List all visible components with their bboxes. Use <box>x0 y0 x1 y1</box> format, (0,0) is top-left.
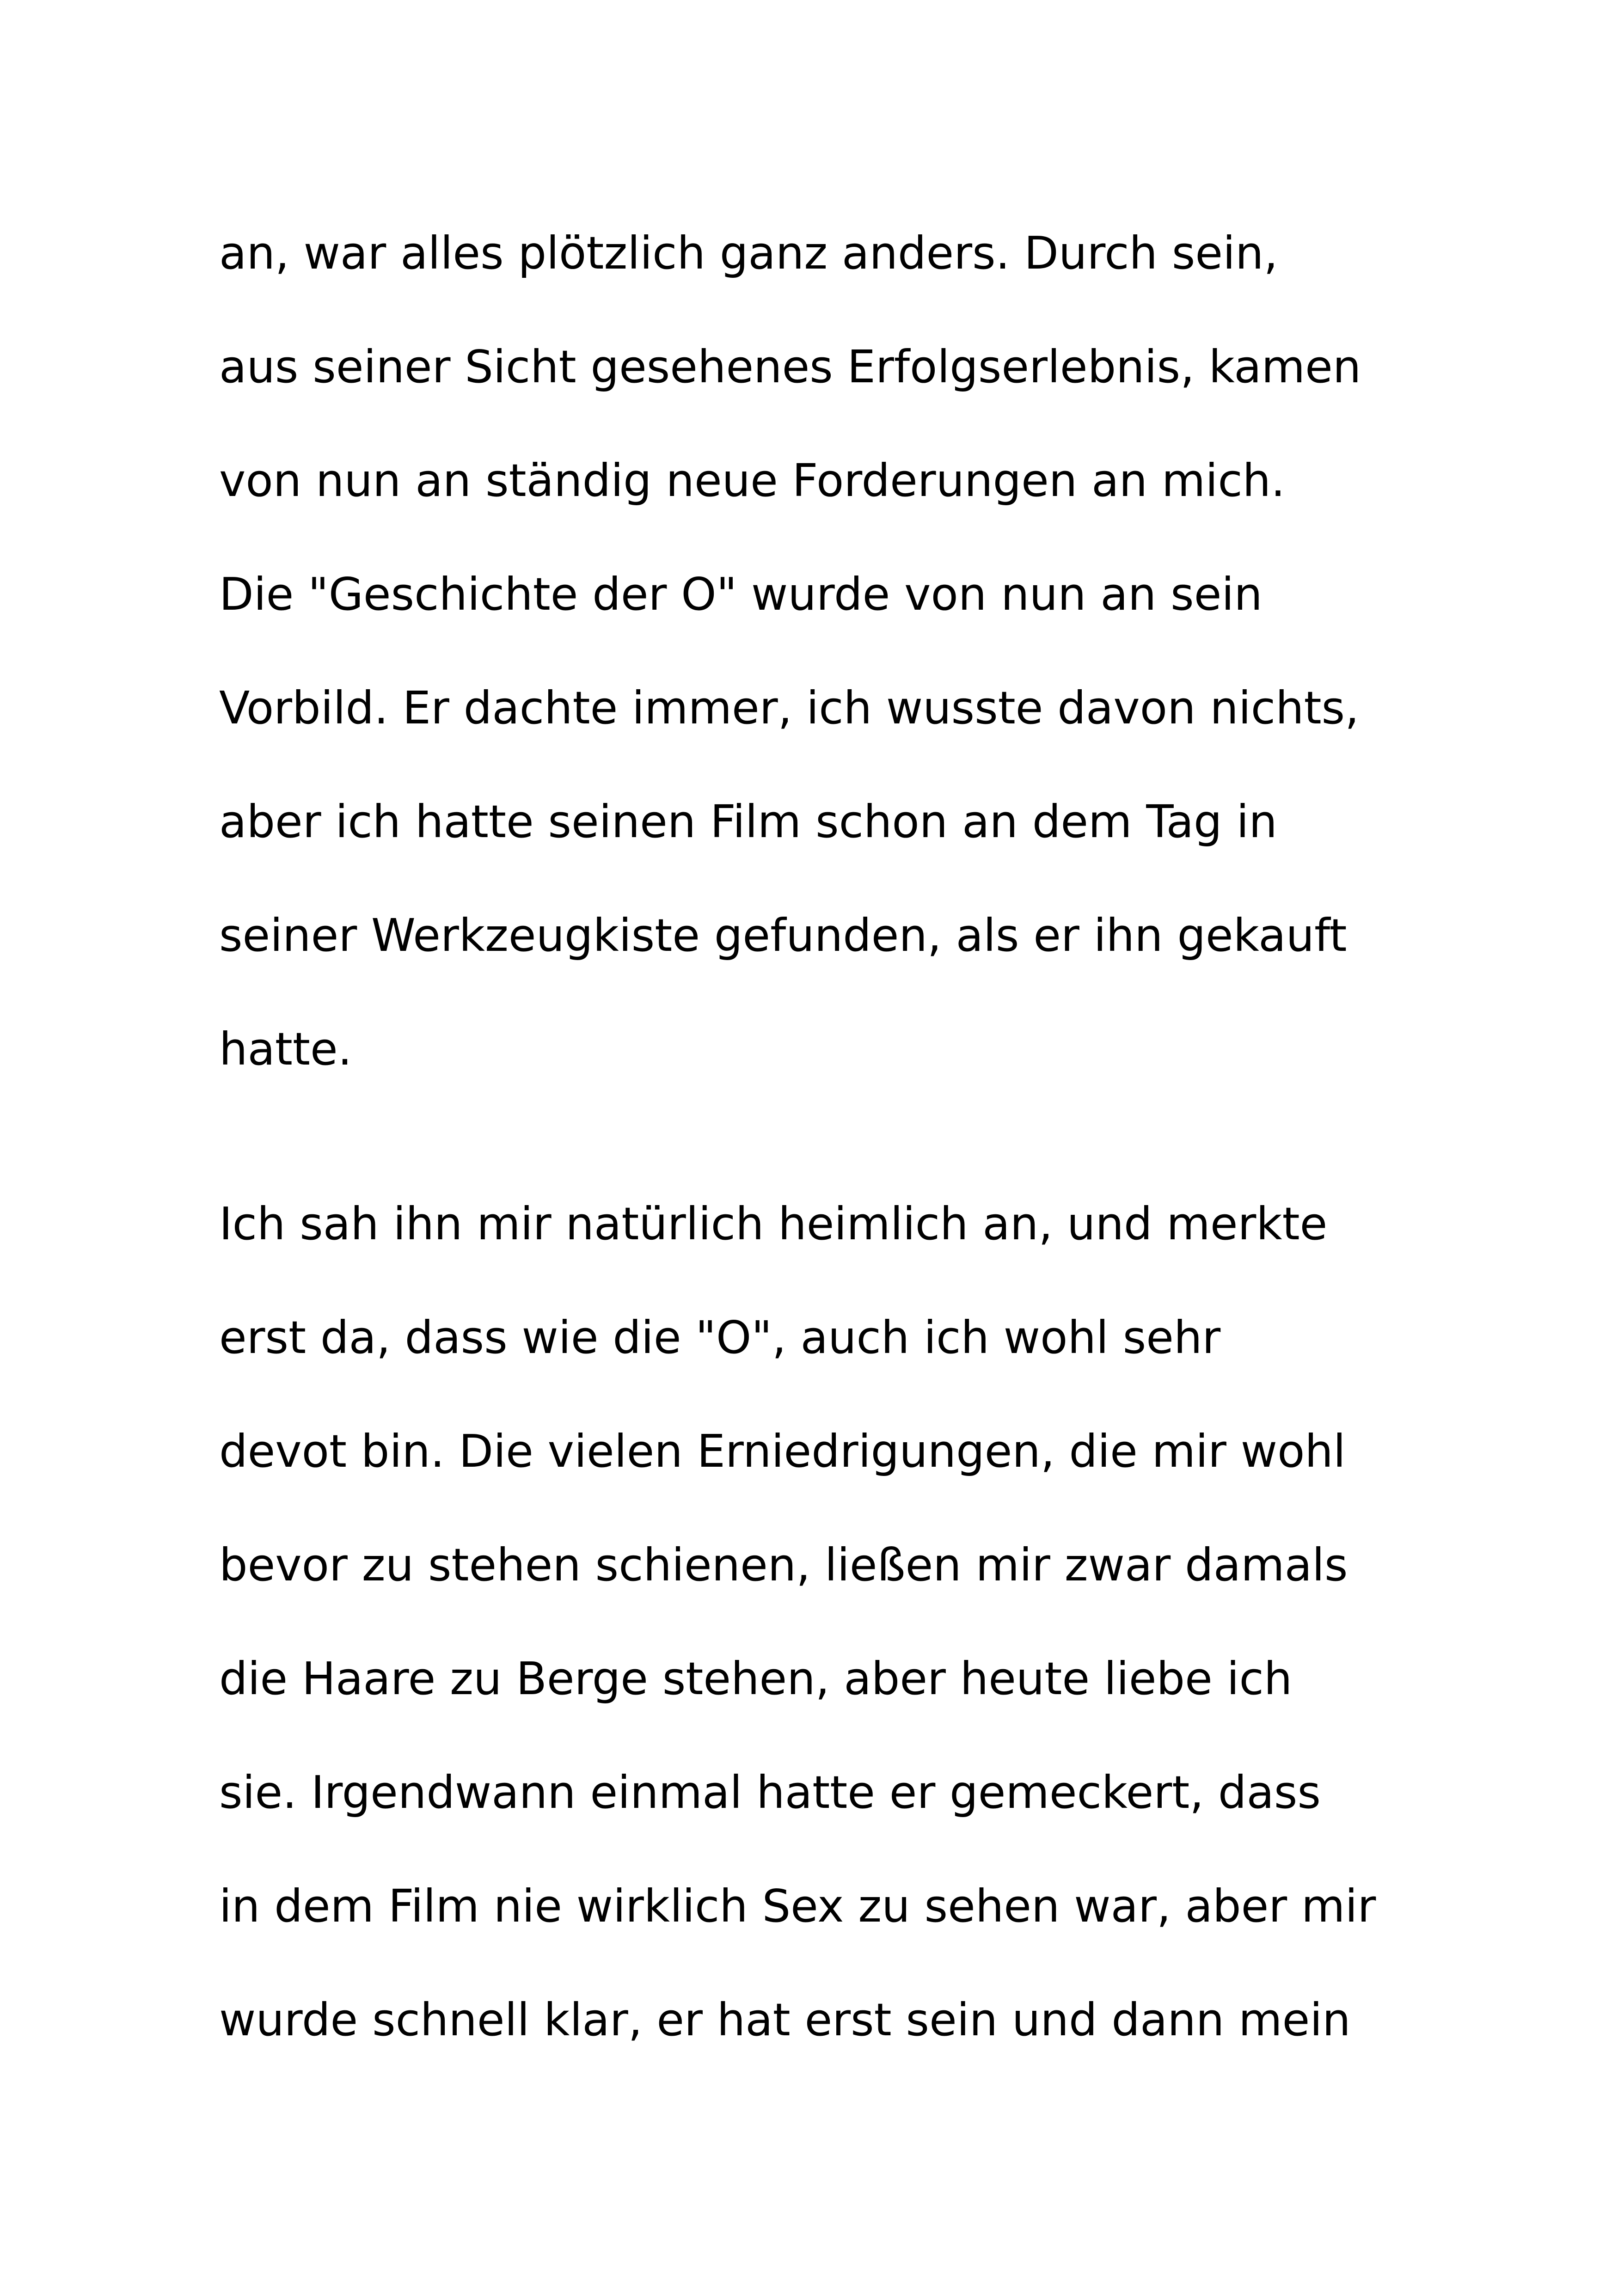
text-line: bevor zu stehen schienen, ließen mir zwar damals <box>219 1539 1348 1591</box>
text-line: devot bin. Die vielen Erniedrigungen, die mir wohl <box>219 1425 1346 1477</box>
paragraph-1 <box>219 196 1467 1106</box>
text-line: erst da, dass wie die "O", auch ich wohl sehr <box>219 1311 1221 1364</box>
text-line: die Haare zu Berge stehen, aber heute liebe ich <box>219 1653 1293 1705</box>
text-line: in dem Film nie wirklich Sex zu sehen war, aber mir <box>219 1880 1376 1932</box>
paragraph-2 <box>219 1167 1467 2077</box>
text-line: Vorbild. Er dachte immer, ich wusste davon nichts, <box>219 682 1360 734</box>
text-line: aber ich hatte seinen Film schon an dem Tag in <box>219 796 1277 848</box>
text-line: aus seiner Sicht gesehenes Erfolgserlebnis, kamen <box>219 341 1361 393</box>
text-line: Die "Geschichte der O" wurde von nun an sein <box>219 568 1263 620</box>
text-line: wurde schnell klar, er hat erst sein und dann mein <box>219 1994 1351 2046</box>
text-line: seiner Werkzeugkiste gefunden, als er ihn gekauft <box>219 909 1347 961</box>
text-line: hatte. <box>219 1023 352 1075</box>
text-line: an, war alles plötzlich ganz anders. Durch sein, <box>219 227 1278 279</box>
text-line: sie. Irgendwann einmal hatte er gemeckert, dass <box>219 1766 1321 1818</box>
text-line: Ich sah ihn mir natürlich heimlich an, und merkte <box>219 1198 1328 1250</box>
text-line: von nun an ständig neue Forderungen an mich. <box>219 454 1285 507</box>
